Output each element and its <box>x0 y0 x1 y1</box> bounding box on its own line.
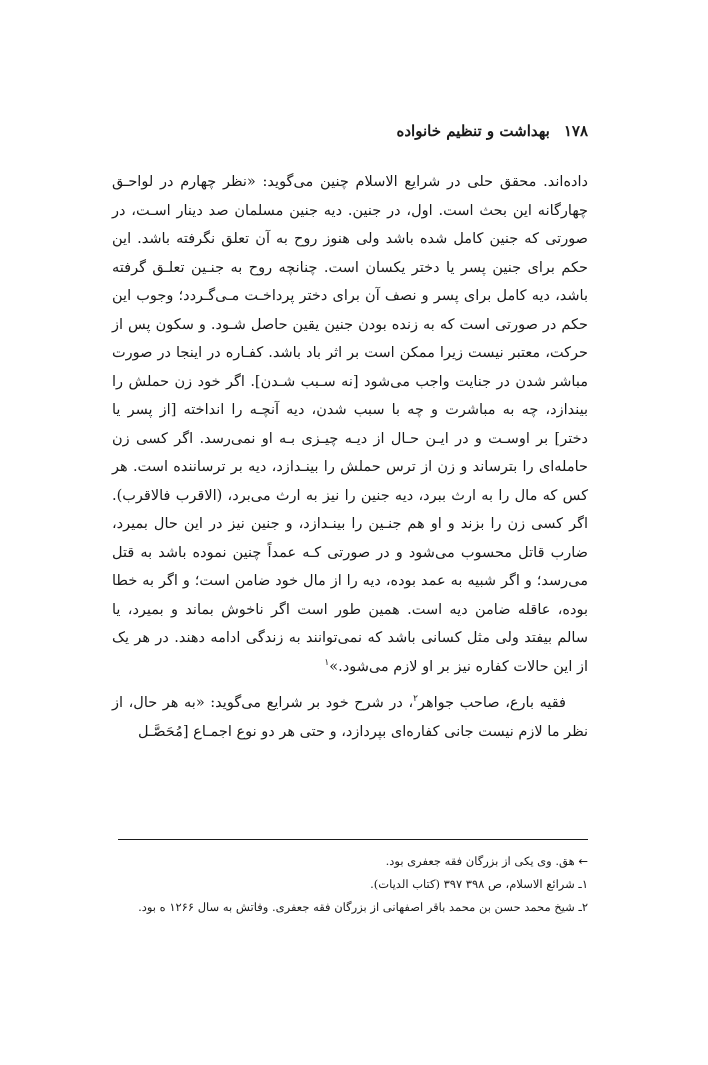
footnote-ref-1: ۱ <box>324 657 330 668</box>
paragraph-1 <box>112 168 588 681</box>
paragraph-1-text: داده‌اند. محقق حلی در شرایع الاسلام چنین می‌گوید: «نظر چهارم در لواحـق چهارگانه این بحث است. اول، در جنین. دیه جنین مسلمان صد دینار اسـت، در صورتی که جنین کامل شده باشد ولی هنوز روح به آن تعلق نگرفته باشد. این حکم برای جنین پسر یا دختر یکسان است. چنانچه روح به جنـین تعلـق گرفته باشد، دیه کامل برای پسر و نصف آن برای دختر پرداخـت مـی‌گـردد؛ وجوب این حکم در صورتی است که به زنده بودن جنین یقین حاصل شـود. و سکون پس از حرکت، معتبر نیست زیرا ممکن است بر اثر باد باشد. کفـاره در اینجا در صورت مباشر شدن در جنایت واجب می‌شود [نه سـبب شـدن]. اگر خود زن حملش را بیندازد، چه به مباشرت و چه با سبب شدن، دیه آنچـه را انداخته [از پسر یا دختر] بر اوسـت و در ایـن حـال از دیـه چیـزی بـه او نمی‌رسد. اگر کسی زن حامله‌ای را بترساند و زن از ترس حملش را بینـدازد، دیه بر ترساننده است. هر کس که مال را به ارث ببرد، دیه جنین را نیز به ارث می‌برد، (الاقرب فالاقرب). اگر کسی زن را بزند و او هم جنـین را بینـدازد، و جنین نیز در این حال بمیرد، ضارب قاتل محسوب می‌شود و در صورتی کـه عمداً چنین نموده باشد به قتل می‌رسد؛ و اگر شبیه به عمد بوده، دیه را از مال خود ضامن است؛ و اگر به خطا بوده، عاقله ضامن دیه است. همین طور است اگر ناخوش بماند و بمیرد، یا سالم بیفتد ولی مثل کسانی باشد که نمی‌توانند به زندگی ادامه دهند. در هر یک از این حالات کفاره نیز بر او لازم می‌شود.» <box>112 174 588 675</box>
paragraph-2-text-b: ، در شرح خود بر شرایع می‌گوید: «به هر حال، از نظر ما لازم نیست جانی کفاره‌ای بپردازد، و حتی هر دو نوع اجمـاع [مُحَصَّـل <box>112 695 588 740</box>
paragraph-2 <box>112 689 588 746</box>
page-number: ۱۷۸ <box>563 122 588 140</box>
footnotes <box>112 850 588 919</box>
main-text <box>112 168 588 746</box>
paragraph-2-text-a: فقیه بارع، صاحب جواهر <box>417 695 566 711</box>
arrow-left-icon: ← <box>578 854 588 868</box>
footnote-separator <box>118 839 588 840</box>
footnote-1: ۱ـ شرائع الاسلام، ص ۳۹۸ ۳۹۷ (کتاب الدیات). <box>370 877 588 891</box>
footnote-ref-2: ۲ <box>413 694 418 705</box>
footnote-continued <box>112 850 588 873</box>
footnote-continued-text: هق. وی یکی از بزرگان فقه جعفری بود. <box>385 854 575 868</box>
running-title: بهداشت و تنظیم خانواده <box>396 122 550 140</box>
footnote-2: ۲ـ شیخ محمد حسن بن محمد باقر اصفهانی از بزرگان فقه جعفری. وفاتش به سال ۱۲۶۶ ه بود. <box>138 900 588 914</box>
running-header <box>120 122 588 140</box>
